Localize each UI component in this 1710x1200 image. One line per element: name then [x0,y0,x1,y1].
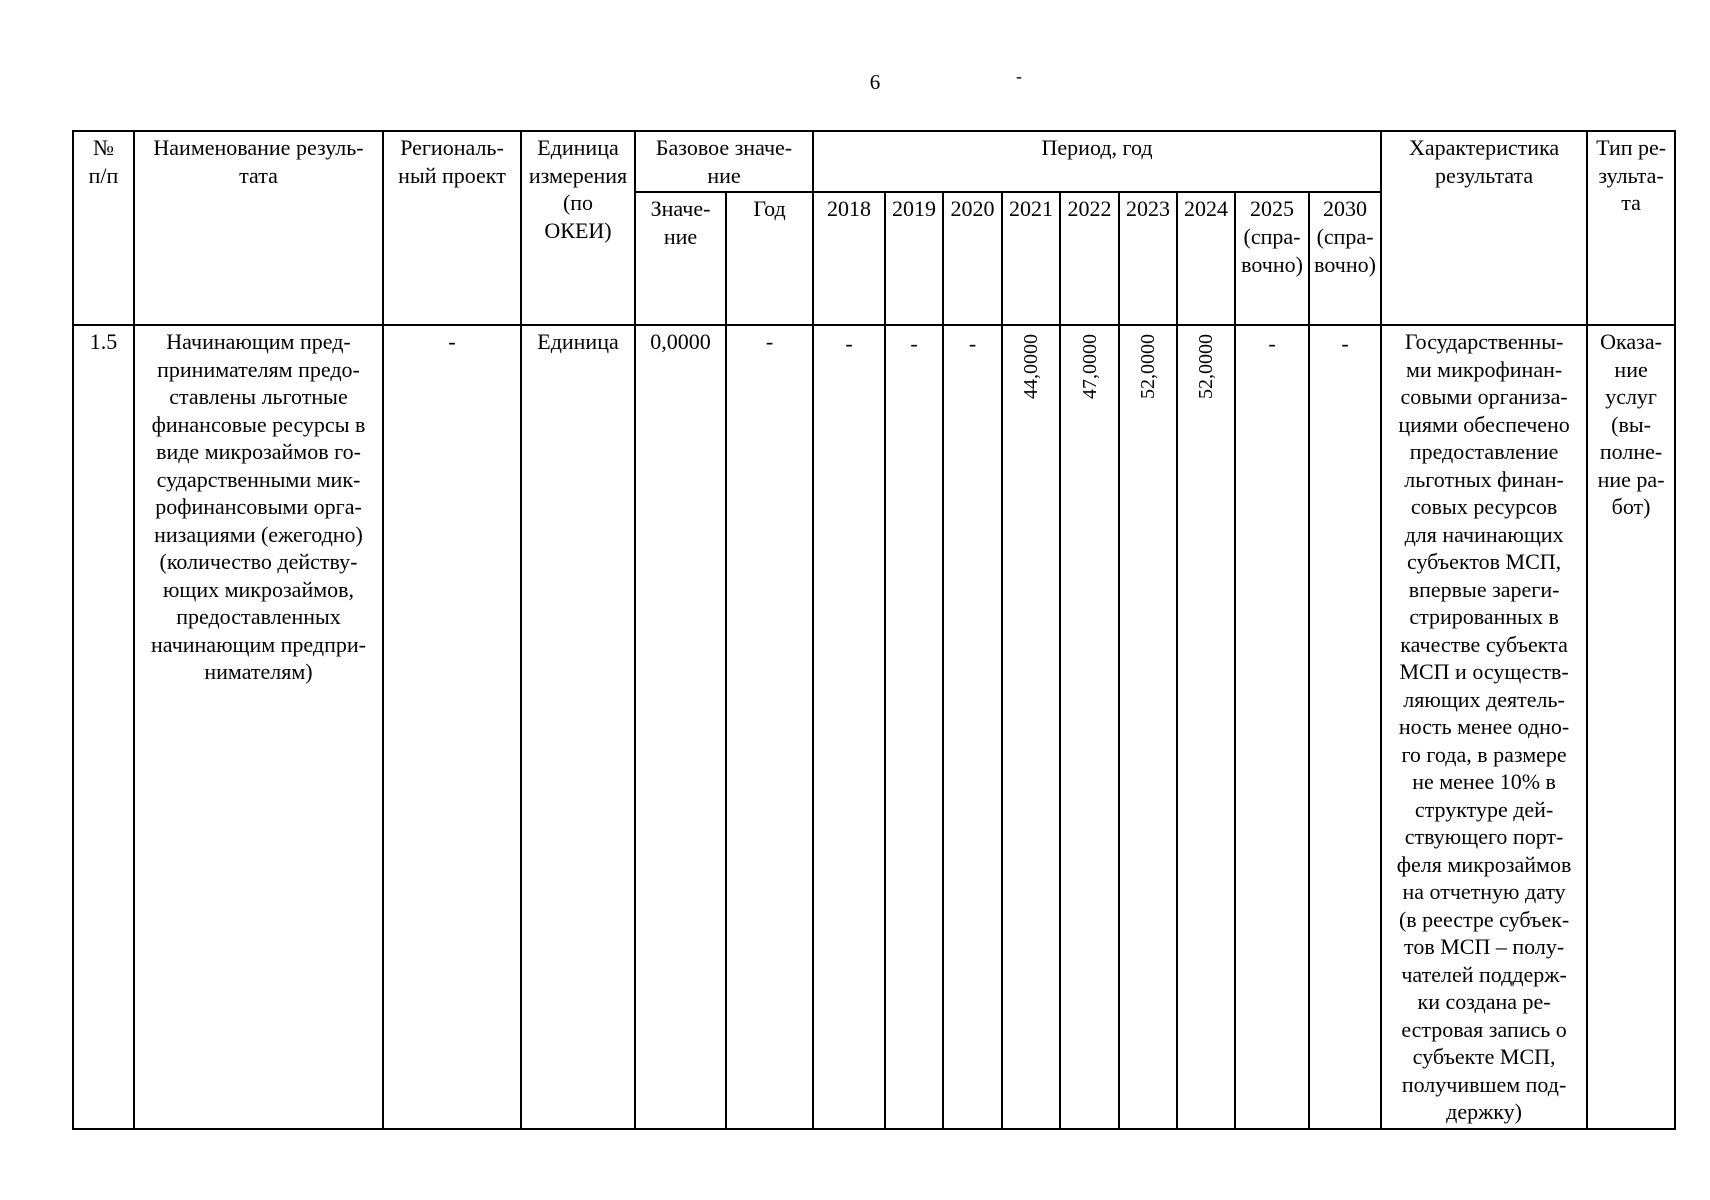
header-unit: Единица измерения (по ОКЕИ) [521,131,635,325]
row-value-2019 [885,325,943,1129]
row-value-2023 [1119,325,1177,1129]
header-year-2025: 2025 (спра- вочно) [1235,192,1309,325]
page-mark: - [1016,66,1022,86]
header-base-year: Год [726,192,813,325]
header-year-2018: 2018 [813,192,885,325]
value-2023: 52,0000 [1137,334,1160,399]
header-regional: Региональ- ный проект [383,131,521,325]
results-table [72,130,1676,1130]
row-name: Начинающим пред- принимателям предо- ставлены льготные финансовые ресурсы в виде микрозаймов го- сударственными мик- рофинансовыми орга- низациями (ежегодно) (количество действу- ющих микрозаймов, предоставленных начинающим предпри- нимателям) [134,325,383,1129]
header-type: Тип ре- зульта- та [1587,131,1675,325]
row-regional: - [383,325,521,1129]
value-2020: - [968,331,977,356]
header-year-2023: 2023 [1119,192,1177,325]
row-characteristic: Государственны- ми микрофинан- совыми организа- циями обеспечено предоставление льготных финан- совых ресурсов для начинающих субъектов МСП, впервые зареги- стрированных в качестве субъекта МСП и осуществ- ляющих деятель- ность менее одно- го года, в размере не менее 10% в структуре дей- ствующего порт- феля микрозаймов на отчетную дату (в реестре субъек- тов МСП – полу- чателей поддерж- ки создана ре- естровая запись о субъекте МСП, получившем под- держку) [1381,325,1587,1129]
row-num: 1.5 [73,325,134,1129]
header-year-2021: 2021 [1002,192,1060,325]
table-row [73,325,1675,1129]
header-year-2019: 2019 [885,192,943,325]
row-unit: Единица [521,325,635,1129]
row-type: Оказа- ние услуг (вы- полне- ние ра- бот) [1587,325,1675,1129]
header-row [73,131,1675,192]
header-num: № п/п [73,131,134,325]
row-value-2020 [943,325,1002,1129]
row-value-2022 [1060,325,1119,1129]
row-value-2030 [1309,325,1381,1129]
row-value-2018 [813,325,885,1129]
row-value-2024 [1177,325,1235,1129]
value-2018: - [845,331,853,356]
header-year-2024: 2024 [1177,192,1235,325]
page-number: 6 [869,70,881,94]
value-2021: 44,0000 [1020,334,1043,399]
value-2019: - [910,331,918,356]
row-value-2021 [1002,325,1060,1129]
header-year-2022: 2022 [1060,192,1119,325]
value-2025: - [1268,331,1276,356]
row-base-value: 0,0000 [635,325,726,1129]
row-value-2025 [1235,325,1309,1129]
header-period: Период, год [813,131,1381,192]
header-characteristic: Характеристика результата [1381,131,1587,325]
header-year-2030: 2030 (спра- вочно) [1309,192,1381,325]
header-base: Базовое значе- ние [635,131,813,192]
value-2022: 47,0000 [1078,334,1101,399]
row-base-year: - [726,325,813,1129]
value-2030: - [1341,331,1349,356]
header-year-2020: 2020 [943,192,1002,325]
header-name: Наименование резуль- тата [134,131,383,325]
header-base-value: Значе- ние [635,192,726,325]
value-2024: 52,0000 [1195,334,1218,399]
